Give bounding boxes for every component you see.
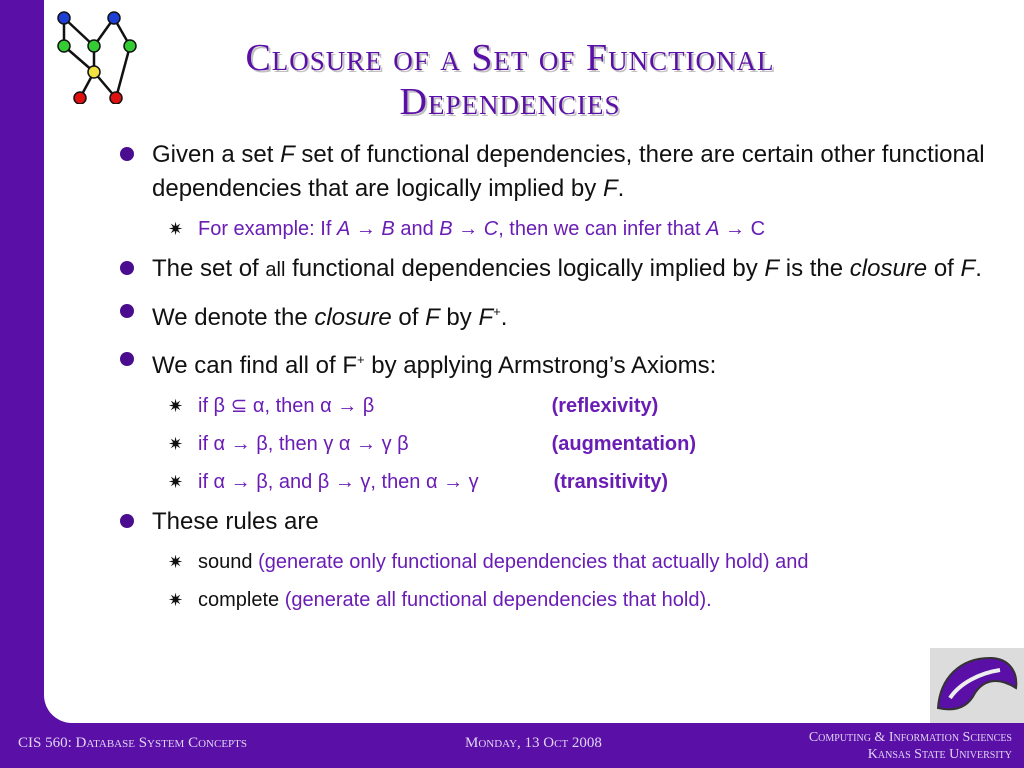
text: functional dependencies logically implied by [292,255,758,282]
text: F [764,255,780,282]
footer-bar [0,723,1024,768]
bullet-armstrong [120,343,1000,383]
text: + [356,352,365,367]
text: by applying Armstrong’s Axioms: [371,352,717,379]
text: set of functional dependencies, there are certain other functional dependencies that are logically implied by [152,141,985,202]
text: → [458,218,479,240]
text: We denote the [152,304,308,331]
title-line-2: Dependencies [399,81,621,123]
text: A [336,218,351,240]
text: of [933,255,954,282]
text: B [381,218,395,240]
text: . [500,304,508,331]
text: These rules are [152,508,319,535]
text: C [750,218,766,240]
text: (augmentation) [551,433,696,455]
text: (reflexivity) [551,395,659,417]
text: F [960,255,976,282]
text: Given a set [152,141,274,168]
text: → [725,218,745,240]
text: (generate all functional dependencies that hold). [284,589,712,611]
title-line-1: Closure of a Set of Functional [245,37,775,79]
bullet-rules [120,505,1000,539]
text: closure [849,255,928,282]
text: The set of [152,255,259,282]
text: and [400,218,434,240]
text: is the [785,255,844,282]
footer-institution [809,729,1012,763]
graph-logo-icon [50,4,140,104]
slide-body [120,138,1000,623]
text: all [265,259,286,281]
axiom-reflexivity [120,391,1000,421]
text: F [280,141,295,168]
text: (transitivity) [553,471,669,493]
star-bullet-icon: ✷ [168,590,184,610]
star-bullet-icon: ✷ [168,472,184,492]
text: if α → β, then γ α → γ β [198,433,409,455]
rule-complete [120,585,1000,615]
star-bullet-icon: ✷ [168,552,184,572]
star-bullet-icon: ✷ [168,219,184,239]
text: For example: If [198,218,332,240]
text: . [617,175,625,202]
footer-date: Monday, 13 Oct 2008 [465,735,602,751]
star-bullet-icon: ✷ [168,434,184,454]
bullet-dot-icon [120,304,134,318]
bullet-dot-icon [120,261,134,275]
text: → [355,218,376,240]
star-bullet-icon: ✷ [168,396,184,416]
axiom-augmentation [120,429,1000,459]
text: if β ⊆ α, then α → β [198,395,375,417]
slide-title [160,36,860,124]
bullet-set-of-all [120,252,1000,287]
text: F [425,304,440,331]
text: B [439,218,453,240]
bullet-dot-icon [120,352,134,366]
bullet-given-set [120,138,1000,206]
text: closure [314,304,392,331]
text: of [398,304,419,331]
text: . [975,255,982,282]
text: C [483,218,499,240]
text: We can find all of F [152,352,357,379]
bullet-dot-icon [120,514,134,528]
text: complete [198,589,280,611]
text: + [493,304,501,319]
bullet-dot-icon [120,147,134,161]
bullet-denote [120,295,1000,335]
text: , then we can infer that [498,218,701,240]
text: F [602,175,618,202]
text: if α → β, and β → γ, then α → γ [198,471,479,493]
axiom-transitivity [120,467,1000,497]
text: by [446,304,472,331]
text: sound [198,551,253,573]
rule-sound [120,547,1000,577]
text: F [478,304,494,331]
text: Computing & Information Sciences [808,730,1012,745]
footer-course: CIS 560: Database System Concepts [18,735,247,751]
text: Kansas State University [867,747,1012,762]
text: (generate only functional dependencies that actually hold) and [258,551,809,573]
text: A [706,218,720,240]
wildcat-logo-icon [930,648,1024,723]
sub-bullet-example [120,214,1000,244]
